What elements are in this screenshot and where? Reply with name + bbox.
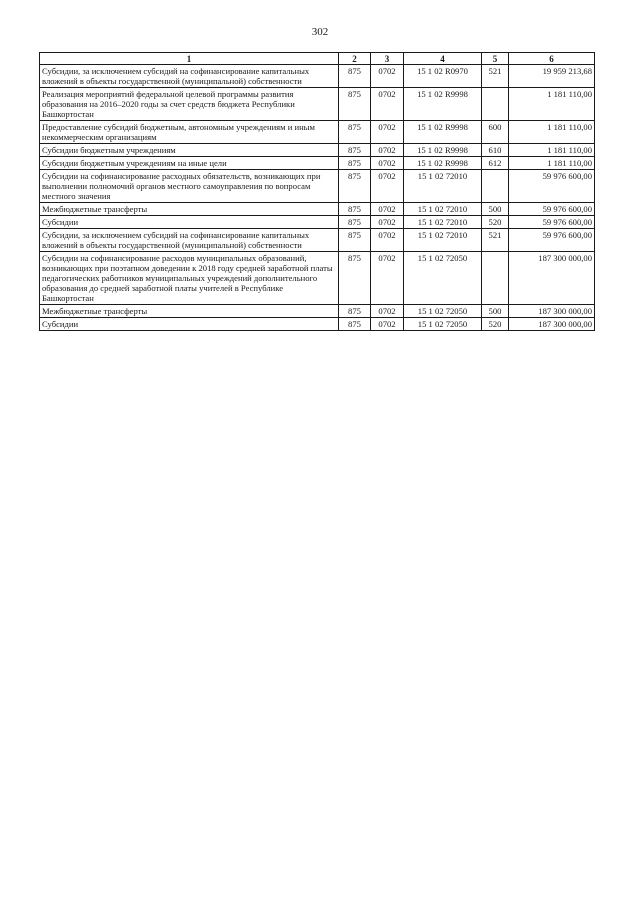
page-number: 302 [311, 26, 329, 38]
amount-cell: 1 181 110,00 [509, 88, 595, 121]
expense-type-cell: 610 [482, 144, 509, 157]
admin-code-cell: 875 [339, 88, 371, 121]
expense-type-cell [482, 88, 509, 121]
row-name-cell: Субсидии бюджетным учреждениям на иные цели [40, 157, 339, 170]
section-code-cell: 0702 [371, 88, 404, 121]
table-row [40, 318, 595, 331]
column-header-6: 6 [509, 53, 595, 65]
admin-code-cell: 875 [339, 252, 371, 305]
column-header-5: 5 [482, 53, 509, 65]
target-article-cell: 15 1 02 72050 [404, 252, 482, 305]
table-row [40, 203, 595, 216]
expense-type-cell: 521 [482, 65, 509, 88]
target-article-cell: 15 1 02 72050 [404, 305, 482, 318]
row-name-cell: Реализация мероприятий федеральной целевой программы развития образования на 2016–2020 годы за счет средств бюджета Республики Башкортостан [40, 88, 339, 121]
expense-type-cell: 500 [482, 305, 509, 318]
expense-type-cell: 520 [482, 216, 509, 229]
table-row [40, 229, 595, 252]
row-name-cell: Субсидии [40, 216, 339, 229]
row-name-cell: Субсидии на софинансирование расходных обязательств, возникающих при выполнении полномочий органов местного самоуправления по вопросам местного значения [40, 170, 339, 203]
target-article-cell: 15 1 02 R0970 [404, 65, 482, 88]
section-code-cell: 0702 [371, 252, 404, 305]
table-row [40, 170, 595, 203]
row-name-cell: Субсидии, за исключением субсидий на софинансирование капитальных вложений в объекты государственной (муниципальной) собственности [40, 65, 339, 88]
amount-cell: 59 976 600,00 [509, 229, 595, 252]
target-article-cell: 15 1 02 72050 [404, 318, 482, 331]
table-row [40, 65, 595, 88]
expense-type-cell [482, 170, 509, 203]
row-name-cell: Межбюджетные трансферты [40, 305, 339, 318]
section-code-cell: 0702 [371, 318, 404, 331]
admin-code-cell: 875 [339, 144, 371, 157]
row-name-cell: Субсидии, за исключением субсидий на софинансирование капитальных вложений в объекты государственной (муниципальной) собственности [40, 229, 339, 252]
section-code-cell: 0702 [371, 170, 404, 203]
amount-cell: 59 976 600,00 [509, 216, 595, 229]
table-row [40, 157, 595, 170]
target-article-cell: 15 1 02 72010 [404, 216, 482, 229]
column-header-2: 2 [339, 53, 371, 65]
amount-cell: 1 181 110,00 [509, 144, 595, 157]
admin-code-cell: 875 [339, 65, 371, 88]
amount-cell: 59 976 600,00 [509, 170, 595, 203]
column-header-1: 1 [40, 53, 339, 65]
admin-code-cell: 875 [339, 318, 371, 331]
admin-code-cell: 875 [339, 157, 371, 170]
table-row [40, 252, 595, 305]
target-article-cell: 15 1 02 R9998 [404, 88, 482, 121]
admin-code-cell: 875 [339, 216, 371, 229]
amount-cell: 59 976 600,00 [509, 203, 595, 216]
amount-cell: 1 181 110,00 [509, 121, 595, 144]
admin-code-cell: 875 [339, 170, 371, 203]
budget-table [39, 52, 595, 331]
admin-code-cell: 875 [339, 121, 371, 144]
amount-cell: 19 959 213,68 [509, 65, 595, 88]
row-name-cell: Субсидии [40, 318, 339, 331]
table-row [40, 305, 595, 318]
amount-cell: 187 300 000,00 [509, 318, 595, 331]
table-row [40, 88, 595, 121]
amount-cell: 187 300 000,00 [509, 305, 595, 318]
row-name-cell: Межбюджетные трансферты [40, 203, 339, 216]
table-row [40, 216, 595, 229]
target-article-cell: 15 1 02 72010 [404, 203, 482, 216]
section-code-cell: 0702 [371, 144, 404, 157]
section-code-cell: 0702 [371, 229, 404, 252]
header-row [40, 53, 595, 65]
column-header-3: 3 [371, 53, 404, 65]
row-name-cell: Субсидии на софинансирование расходов муниципальных образований, возникающих при поэтапном доведении к 2018 году средней заработной платы педагогических работников муниципальных учреждений дополнительного образования до средней заработной платы учителей в Республике Башкортостан [40, 252, 339, 305]
amount-cell: 187 300 000,00 [509, 252, 595, 305]
target-article-cell: 15 1 02 R9998 [404, 121, 482, 144]
expense-type-cell: 520 [482, 318, 509, 331]
target-article-cell: 15 1 02 72010 [404, 170, 482, 203]
expense-type-cell: 600 [482, 121, 509, 144]
table-body [40, 65, 595, 331]
row-name-cell: Предоставление субсидий бюджетным, автономным учреждениям и иным некоммерческим организациям [40, 121, 339, 144]
section-code-cell: 0702 [371, 203, 404, 216]
column-header-4: 4 [404, 53, 482, 65]
section-code-cell: 0702 [371, 65, 404, 88]
target-article-cell: 15 1 02 R9998 [404, 157, 482, 170]
expense-type-cell: 521 [482, 229, 509, 252]
section-code-cell: 0702 [371, 121, 404, 144]
table-row [40, 121, 595, 144]
section-code-cell: 0702 [371, 216, 404, 229]
expense-type-cell: 500 [482, 203, 509, 216]
table-row [40, 144, 595, 157]
section-code-cell: 0702 [371, 157, 404, 170]
section-code-cell: 0702 [371, 305, 404, 318]
expense-type-cell: 612 [482, 157, 509, 170]
expense-type-cell [482, 252, 509, 305]
amount-cell: 1 181 110,00 [509, 157, 595, 170]
target-article-cell: 15 1 02 72010 [404, 229, 482, 252]
target-article-cell: 15 1 02 R9998 [404, 144, 482, 157]
admin-code-cell: 875 [339, 203, 371, 216]
admin-code-cell: 875 [339, 305, 371, 318]
admin-code-cell: 875 [339, 229, 371, 252]
row-name-cell: Субсидии бюджетным учреждениям [40, 144, 339, 157]
